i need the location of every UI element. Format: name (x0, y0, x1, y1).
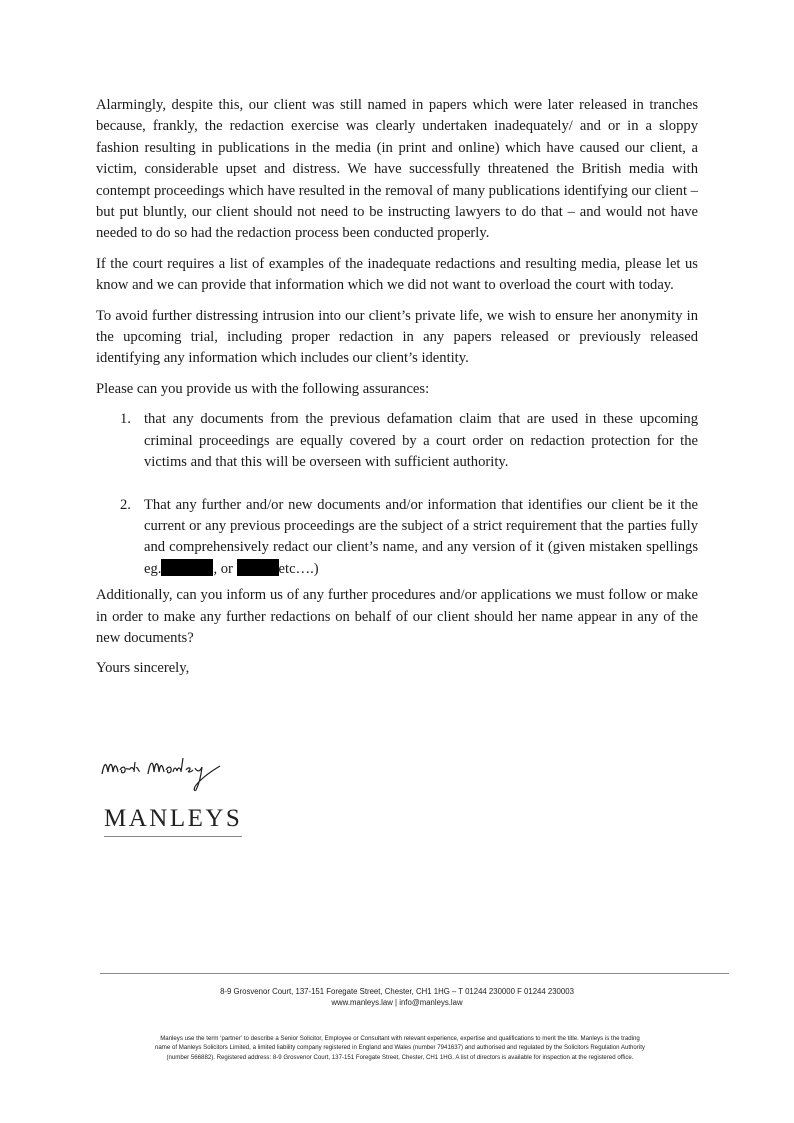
list-item-text: that any documents from the previous defamation claim that are used in these upcoming criminal proceedings are equally covered by a court order on redaction protection for the victims and that this will be overseen with sufficient authority. (144, 411, 698, 471)
list-item (96, 409, 698, 473)
footer-divider (100, 973, 729, 974)
logo-underline (104, 836, 242, 837)
paragraph-examples-offer: If the court requires a list of examples of the inadequate redactions and resulting media, please let us know and we can provide that information which we did not want to overload the court with today. (96, 255, 698, 294)
signature-image (98, 752, 238, 794)
paragraph-redaction-failures: Alarmingly, despite this, our client was still named in papers which were later released in tranches because, frankly, the redaction exercise was clearly undertaken inadequately/ and or in a sloppy fashion resulting in publications in the media (in print and online) which have caused our client, a victim, considerable upset and distress. We have successfully threatened the British media with contempt proceedings which have resulted in the removal of many publications identifying our client – but put bluntly, our client should not need to be instructing lawyers to do that – and would not have needed to do so had the redaction process been conducted properly. (96, 97, 698, 242)
list-number: 2. (120, 496, 131, 513)
list-item-text: That any further and/or new documents and/or information that identifies our client be it the current or any previous proceedings are the subject of a strict requirement that the parties fully and comprehensively redact our client’s name, and any version of it (given mistaken spellings eg. (144, 496, 698, 577)
list-item-text-end: etc….) (278, 560, 319, 577)
paragraph-anonymity-request: To avoid further distressing intrusion into our client’s private life, we wish to ensure her anonymity in the upcoming trial, including proper redaction in any papers released or previously released identifying any information which includes our client’s identity. (96, 307, 698, 367)
letter-body (96, 95, 698, 689)
footer-legal-notice (100, 1034, 700, 1062)
redaction-block (237, 559, 279, 576)
paragraph-further-procedures: Additionally, can you inform us of any further procedures and/or applications we must follow or make in order to make any further redactions on behalf of our client should her name appear in any of the new documents? (96, 587, 698, 646)
manleys-logo: MANLEYS (104, 805, 243, 832)
closing-salutation: Yours sincerely, (96, 660, 190, 677)
footer-legal-line: (number 566882). Registered address: 8-9 Grosvenor Court, 137-151 Foregate Street, Chester, CH1 1HG. A list of directors is available for inspection at the registered office. (166, 1053, 634, 1061)
footer-web-line: www.manleys.law | info@manleys.law (331, 998, 463, 1007)
list-item-text-joiner: , or (213, 560, 237, 577)
redaction-block (161, 559, 213, 576)
footer-address (100, 986, 694, 1008)
footer-address-line: 8-9 Grosvenor Court, 137-151 Foregate Street, Chester, CH1 1HG – T 01244 230000 F 01244 230003 (220, 987, 574, 996)
footer-legal-line: Manleys use the term ‘partner’ to describe a Senior Solicitor, Employee or Consultant with relevant experience, expertise and qualifications to merit the title. Manleys is the trading (160, 1035, 640, 1042)
paragraph-assurances-intro: Please can you provide us with the following assurances: (96, 380, 430, 397)
list-number: 1. (120, 411, 131, 428)
footer-legal-line: name of Manleys Solicitors Limited, a limited liability company registered in England and Wales (number 7941637) and authorised and regulated by the Solicitors Regulation Authority (155, 1044, 645, 1052)
list-item (96, 495, 698, 581)
assurances-list (96, 409, 698, 580)
